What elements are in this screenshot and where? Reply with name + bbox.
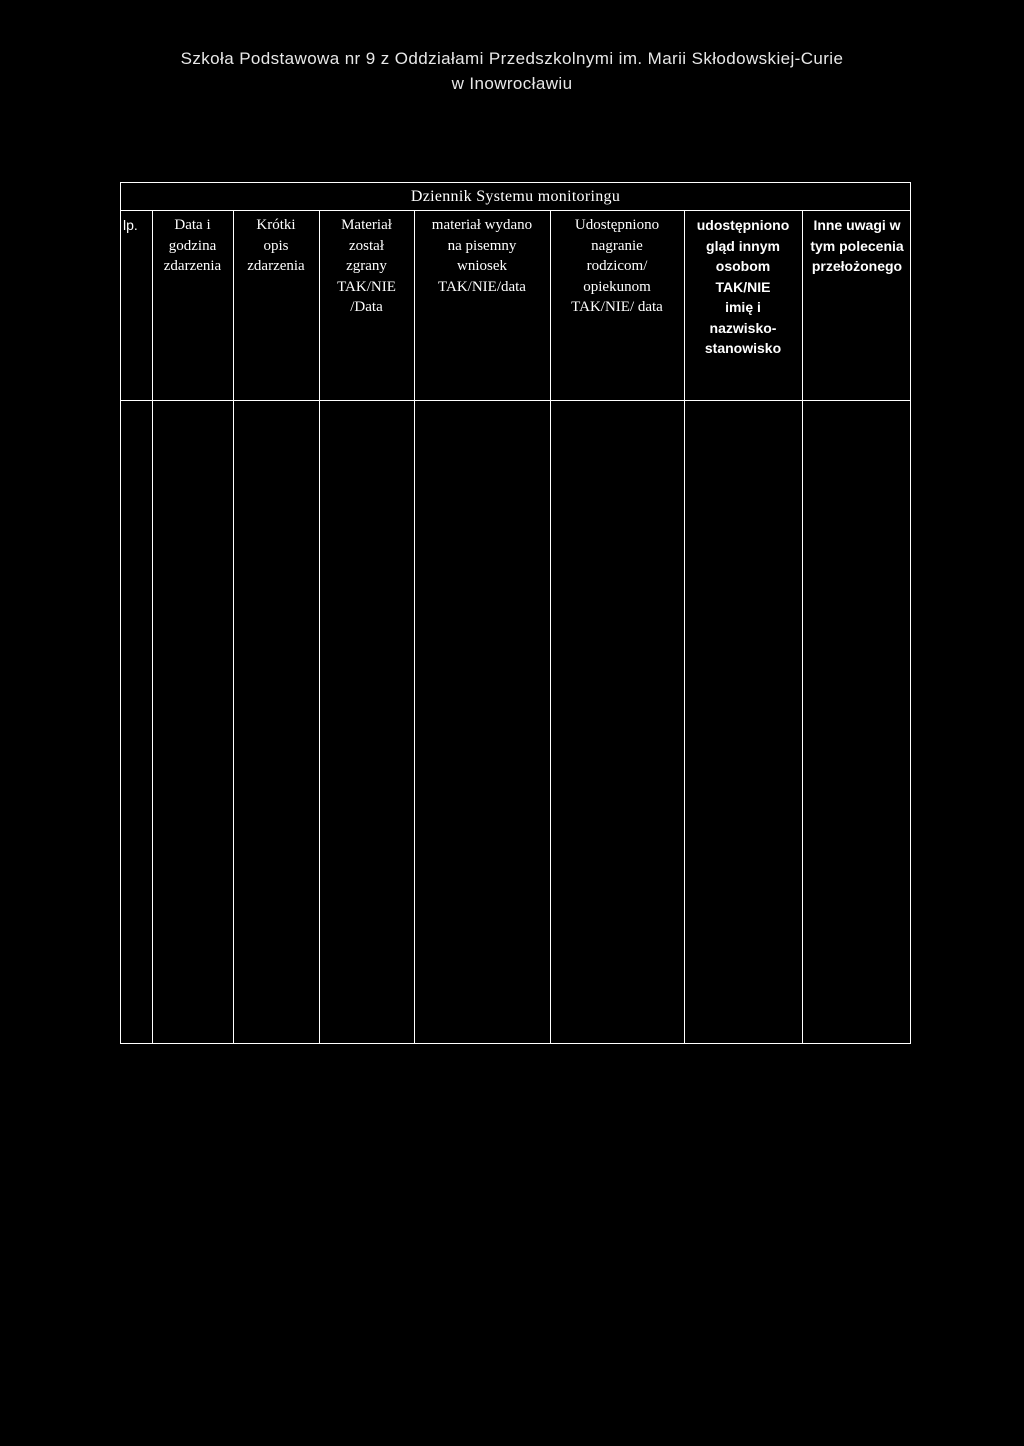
col-header-shared-with-parents: Udostępniono nagranie rodzicom/ opiekunom TAK/NIE/ data [571,217,663,315]
col-header-material-copied: Materiał został zgrany TAK/NIE /Data [337,217,396,315]
school-header [0,46,1024,96]
col-header-shared-with-others: udostępniono gląd innym osobom TAK/NIE imię i nazwisko- stanowisko [696,217,790,356]
col-header-date-time: Data i godzina zdarzenia [163,217,222,274]
school-location: w Inowrocławiu [451,74,573,93]
monitoring-journal-table [120,182,911,1044]
header-row-divider [121,400,910,401]
column-divider [802,211,803,1043]
column-divider [152,211,153,1043]
col-header-material-issued: materiał wydano na pisemny wniosek TAK/NIE/data [431,217,533,295]
column-divider [319,211,320,1043]
col-header-other-notes: Inne uwagi w tym polecenia przełożonego [810,217,904,274]
school-name: Szkoła Podstawowa nr 9 z Oddziałami Przedszkolnymi im. Marii Skłodowskiej-Curie [180,49,844,68]
column-divider [233,211,234,1043]
column-divider [414,211,415,1043]
col-header-lp: lp. [123,217,138,233]
journal-title: Dziennik Systemu monitoringu [121,183,910,211]
column-divider [550,211,551,1043]
col-header-short-description: Krótki opis zdarzenia [247,217,305,274]
